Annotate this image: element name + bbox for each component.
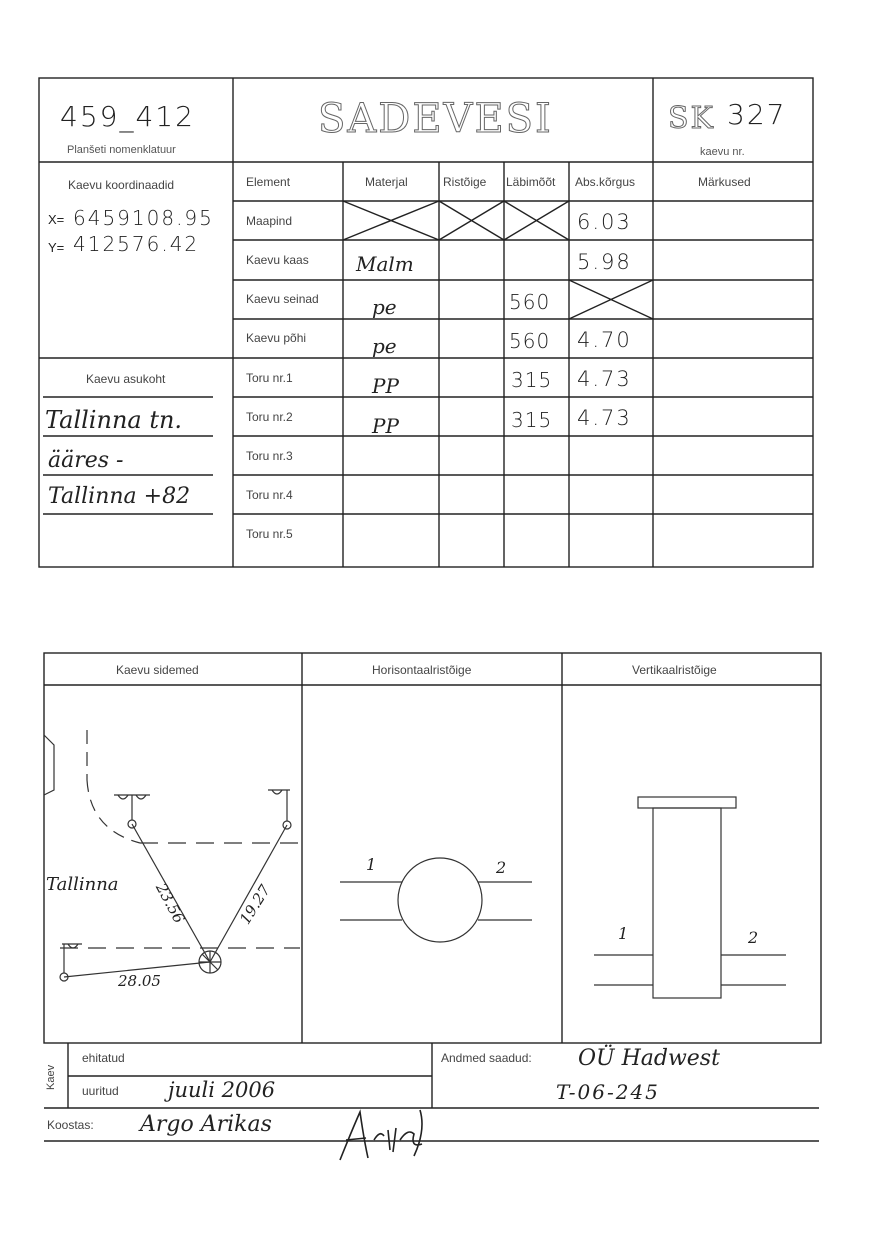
vertical-pipe-2: 2 xyxy=(748,928,759,947)
row-element: Maapind xyxy=(246,214,293,228)
location-line-2: ääres - xyxy=(48,448,124,473)
author-value: Argo Arikas xyxy=(140,1112,272,1137)
location-line-3: Tallinna +82 xyxy=(48,484,191,509)
title-outline: SADEVESI xyxy=(318,96,553,142)
row-diameter: 315 xyxy=(511,368,553,392)
row-material: pe xyxy=(372,295,397,319)
source-label: Andmed saadud: xyxy=(441,1051,532,1065)
header-material: Materjal xyxy=(365,175,408,189)
row-diameter: 315 xyxy=(511,408,553,432)
tie-distance-1: 23.56 xyxy=(152,880,189,927)
tie-distance-3: 28.05 xyxy=(118,972,161,990)
header-diameter: Läbimõõt xyxy=(506,175,556,189)
author-label: Koostas: xyxy=(47,1118,94,1132)
well-label: kaevu nr. xyxy=(700,146,745,158)
nomenclature-value: 459_412 xyxy=(60,100,195,133)
location-line-1: Tallinna tn. xyxy=(45,406,183,434)
sk-outline: SK xyxy=(668,101,715,136)
row-element: Toru nr.1 xyxy=(246,371,293,385)
tie-distance-2: 19.27 xyxy=(236,881,275,928)
row-material: Malm xyxy=(356,252,414,276)
vertical-pipe-1: 1 xyxy=(618,924,629,943)
horizontal-pipe-1: 1 xyxy=(366,855,377,874)
surveyed-label: uuritud xyxy=(82,1084,119,1098)
row-height: 4.73 xyxy=(577,367,632,391)
coordinates-label: Kaevu koordinaadid xyxy=(68,178,175,192)
coordinate-y: 412576.42 xyxy=(73,232,200,256)
row-element: Toru nr.4 xyxy=(246,488,293,502)
row-height: 5.98 xyxy=(577,250,632,274)
nomenclature-label: Planšeti nomenklatuur xyxy=(67,144,176,156)
well-number: 327 xyxy=(727,98,787,131)
row-height: 6.03 xyxy=(577,210,632,234)
row-element: Toru nr.2 xyxy=(246,410,293,424)
ties-label: Kaevu sidemed xyxy=(116,663,199,677)
location-label: Kaevu asukoht xyxy=(86,372,166,386)
street-name: Tallinna xyxy=(46,874,119,895)
y-prefix: Y= xyxy=(48,240,65,255)
header-abs-height: Abs.kõrgus xyxy=(575,175,636,189)
horizontal-section-label: Horisontaalristõige xyxy=(372,663,472,677)
source-value-code: T-06-245 xyxy=(556,1080,660,1104)
row-element: Toru nr.3 xyxy=(246,449,293,463)
header-element: Element xyxy=(246,175,291,189)
vertical-section-label: Vertikaalristõige xyxy=(632,663,717,677)
row-material: pe xyxy=(372,334,397,358)
horizontal-pipe-2: 2 xyxy=(496,858,507,877)
signature-scribble xyxy=(340,1110,422,1160)
header-cross-section: Ristõige xyxy=(443,175,487,189)
x-prefix: X= xyxy=(48,212,65,227)
row-element: Kaevu kaas xyxy=(246,253,309,267)
row-height: 4.73 xyxy=(577,406,632,430)
row-element: Kaevu põhi xyxy=(246,331,307,345)
coordinate-x: 6459108.95 xyxy=(73,206,214,230)
kaev-label: Kaev xyxy=(45,1064,57,1090)
surveyed-value: juuli 2006 xyxy=(168,1078,276,1102)
row-diameter: 560 xyxy=(509,329,551,353)
row-element: Kaevu seinad xyxy=(246,292,319,306)
row-height: 4.70 xyxy=(577,328,632,352)
row-material: PP xyxy=(372,414,399,438)
header-remarks: Märkused xyxy=(698,175,751,189)
row-material: PP xyxy=(372,374,399,398)
built-label: ehitatud xyxy=(82,1051,125,1065)
row-element: Toru nr.5 xyxy=(246,527,293,541)
source-value-company: OÜ Hadwest xyxy=(578,1046,720,1071)
row-diameter: 560 xyxy=(509,290,551,314)
